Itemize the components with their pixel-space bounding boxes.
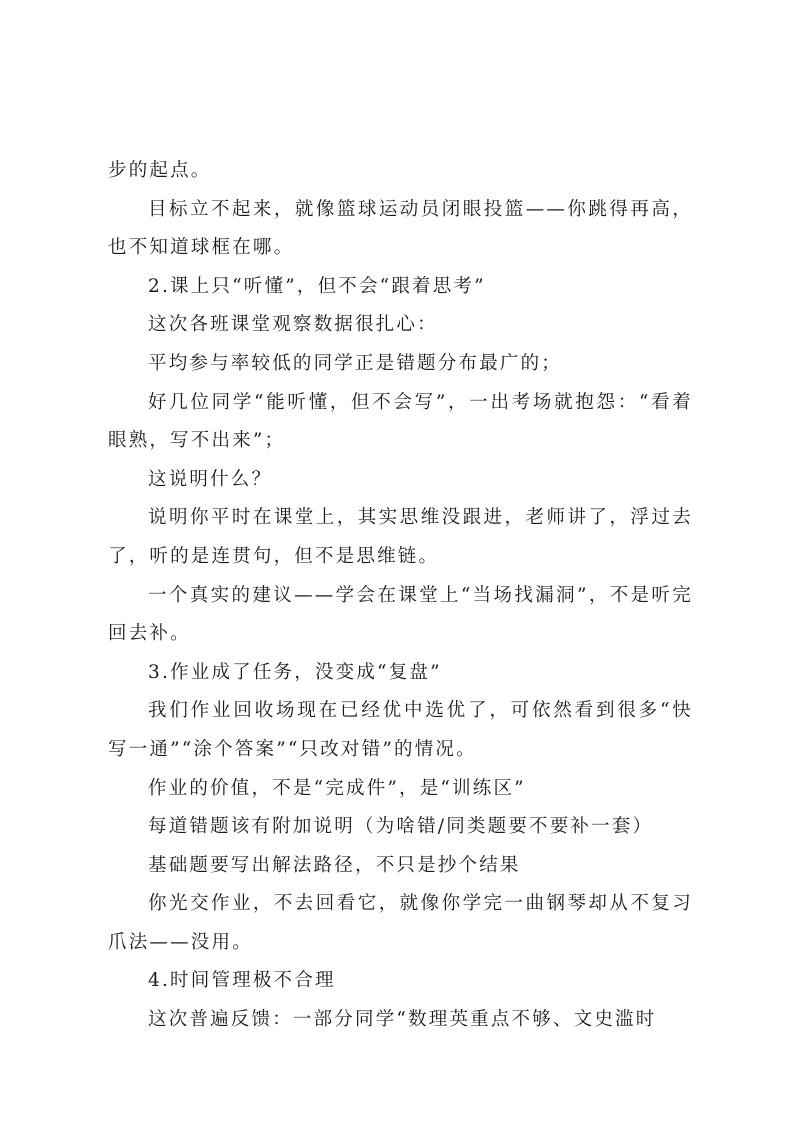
paragraph: 步的起点。 (108, 160, 212, 181)
document-body (108, 152, 693, 1040)
paragraph: 一个真实的建议——学会在课堂上“当场找漏洞”，不是听完回去补。 (108, 584, 693, 645)
paragraph: 每道错题该有附加说明（为啥错/同类题要不要补一套） (148, 816, 654, 838)
paragraph: 目标立不起来，就像篮球运动员闭眼投篮——你跳得再高，也不知道球框在哪。 (108, 198, 693, 259)
paragraph: 基础题要写出解法路径，不只是抄个结果 (148, 854, 521, 876)
section-heading: 2.课上只“听懂”，但不会“跟着思考” (148, 275, 486, 297)
paragraph: 这说明什么？ (148, 468, 273, 490)
paragraph: 平均参与率较低的同学正是错题分布最广的； (148, 352, 563, 374)
paragraph: 作业的价值，不是“完成件”，是“训练区” (148, 777, 526, 799)
section-heading: 3.作业成了任务，没变成“复盘” (148, 661, 442, 683)
paragraph: 这次各班课堂观察数据很扎心： (148, 314, 438, 336)
paragraph: 这次普遍反馈：一部分同学“数理英重点不够、文史滥时 (148, 1009, 657, 1031)
paragraph: 说明你平时在课堂上，其实思维没跟进，老师讲了，浮过去了，听的是连贯句，但不是思维链。 (108, 507, 693, 567)
paragraph: 我们作业回收场现在已经优中选优了，可依然看到很多“快写一通”“涂个答案”“只改对错”的情况。 (108, 700, 693, 760)
paragraph: 好几位同学“能听懂，但不会写”，一出考场就抱怨：“看着眼熟，写不出来”； (108, 391, 693, 452)
paragraph: 你光交作业，不去回看它，就像你学完一曲钢琴却从不复习爪法——没用。 (108, 893, 693, 953)
section-heading: 4.时间管理极不合理 (148, 970, 336, 992)
